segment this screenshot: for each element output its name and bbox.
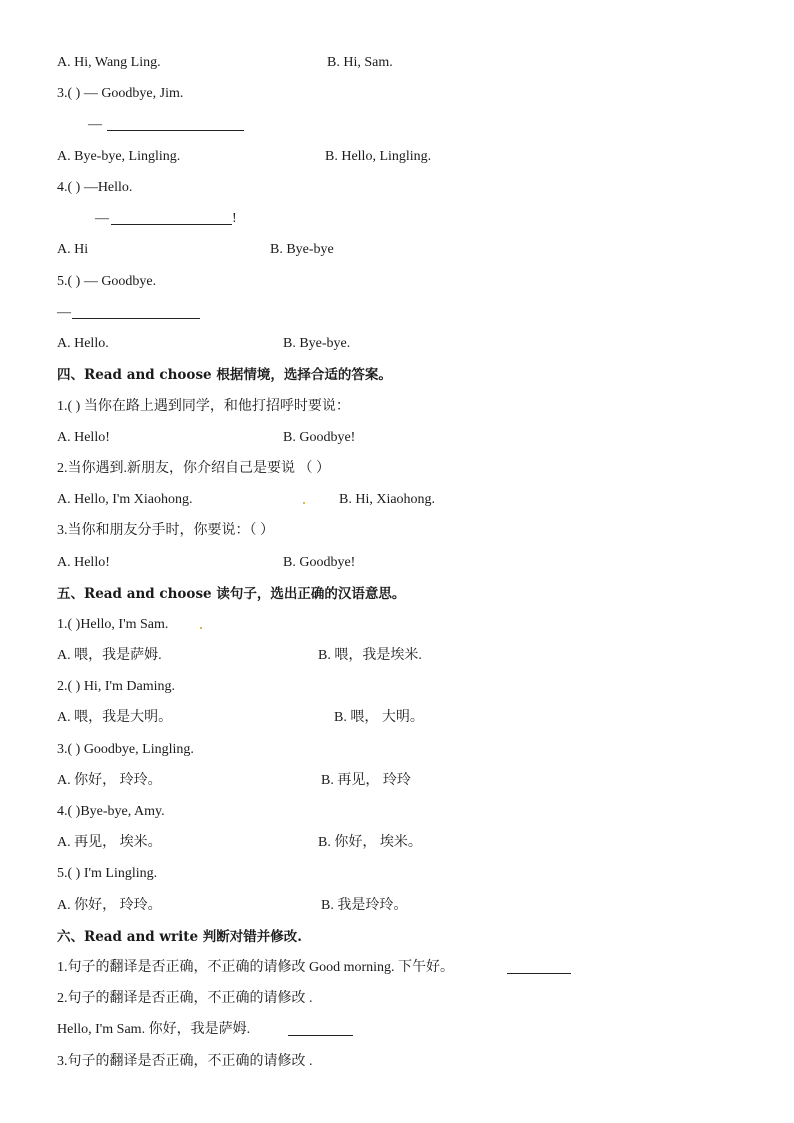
question-text: 2.当你遇到.新朋友，你介绍自己是要说 （ ） bbox=[57, 461, 330, 476]
s5-q2-stem bbox=[0, 677, 794, 697]
s5-q5-options bbox=[0, 896, 794, 916]
s3-q3-stem bbox=[0, 84, 794, 104]
heading-text: 六、Read and write 判断对错并修改. bbox=[57, 929, 302, 945]
s3-q4-stem bbox=[0, 178, 794, 198]
option-a: A. Hello! bbox=[57, 430, 110, 445]
option-b: B. Hi, Xiaohong. bbox=[339, 492, 436, 507]
dash: — bbox=[95, 211, 109, 226]
option-b: B. Goodbye! bbox=[283, 555, 356, 570]
question-text: 3.( ) Goodbye, Lingling. bbox=[57, 742, 194, 757]
s4-q1-options bbox=[0, 428, 794, 448]
option-b: B. Bye-bye. bbox=[283, 336, 351, 351]
s5-q3-options bbox=[0, 771, 794, 791]
question-text: 1.句子的翻译是否正确，不正确的请修改 Good morning. 下午好。 bbox=[57, 960, 455, 975]
section-6-heading bbox=[0, 927, 794, 947]
heading-text: 四、Read and choose 根据情境，选择合适的答案。 bbox=[57, 367, 392, 383]
question-text: 1.( )Hello, I'm Sam. bbox=[57, 617, 169, 632]
s3-q3-options bbox=[0, 147, 794, 167]
option-b: B. 你好， 埃米。 bbox=[318, 835, 422, 850]
question-text: 5.( ) — Goodbye. bbox=[57, 274, 157, 289]
option-a: A. Bye-bye, Lingling. bbox=[57, 149, 181, 164]
dash: — bbox=[88, 117, 102, 132]
option-a: A. Hello! bbox=[57, 555, 110, 570]
s5-q1-stem bbox=[0, 615, 794, 635]
s5-q3-stem bbox=[0, 740, 794, 760]
option-b: B. Hello, Lingling. bbox=[325, 149, 432, 164]
s3-q3-answer-line bbox=[0, 115, 794, 135]
stray-dot bbox=[303, 502, 305, 504]
s6-q3 bbox=[0, 1052, 794, 1072]
s4-q3-options bbox=[0, 553, 794, 573]
s4-q3-stem bbox=[0, 521, 794, 541]
option-b: B. 再见， 玲玲 bbox=[321, 773, 411, 788]
s3-q5-answer-line bbox=[0, 303, 794, 323]
question-text: 2.句子的翻译是否正确，不正确的请修改 . bbox=[57, 991, 313, 1006]
s5-q4-stem bbox=[0, 802, 794, 822]
answer-blank[interactable] bbox=[288, 1035, 353, 1036]
question-text: 5.( ) I'm Lingling. bbox=[57, 866, 158, 881]
question-text: 3.当你和朋友分手时，你要说：（ ） bbox=[57, 523, 274, 538]
option-a: A. 你好， 玲玲。 bbox=[57, 898, 162, 913]
option-b: B. Goodbye! bbox=[283, 430, 356, 445]
option-a: A. Hello, I'm Xiaohong. bbox=[57, 492, 193, 507]
option-a: A. Hi, Wang Ling. bbox=[57, 55, 161, 70]
s5-q2-options bbox=[0, 708, 794, 728]
heading-text: 五、Read and choose 读句子，选出正确的汉语意思。 bbox=[57, 586, 406, 602]
section-5-heading bbox=[0, 584, 794, 604]
question-text: 2.( ) Hi, I'm Daming. bbox=[57, 679, 176, 694]
dash: — bbox=[57, 305, 71, 320]
s4-q2-stem bbox=[0, 459, 794, 479]
question-text: 3.( ) — Goodbye, Jim. bbox=[57, 86, 184, 101]
sentence-text: Hello, I'm Sam. 你好，我是萨姆. bbox=[57, 1022, 251, 1037]
s6-q1 bbox=[0, 958, 794, 978]
question-text: 3.句子的翻译是否正确，不正确的请修改 . bbox=[57, 1054, 313, 1069]
option-b: B. Hi, Sam. bbox=[327, 55, 393, 70]
answer-blank[interactable] bbox=[72, 318, 200, 319]
s5-q1-options bbox=[0, 646, 794, 666]
option-a: A. 你好， 玲玲。 bbox=[57, 773, 162, 788]
s3-q2-options bbox=[0, 53, 794, 73]
s3-q4-answer-line bbox=[0, 209, 794, 229]
option-b: B. 我是玲玲。 bbox=[321, 898, 408, 913]
option-a: A. 喂，我是大明。 bbox=[57, 710, 173, 725]
section-4-heading bbox=[0, 365, 794, 385]
option-b: B. 喂， 大明。 bbox=[334, 710, 424, 725]
question-text: 1.( ) 当你在路上遇到同学，和他打招呼时要说： bbox=[57, 399, 350, 414]
s4-q1-stem bbox=[0, 397, 794, 417]
exclamation: ! bbox=[232, 211, 237, 226]
answer-blank[interactable] bbox=[507, 973, 571, 974]
answer-blank[interactable] bbox=[107, 130, 244, 131]
s3-q5-stem bbox=[0, 272, 794, 292]
s6-q2-sentence bbox=[0, 1020, 794, 1040]
s5-q4-options bbox=[0, 833, 794, 853]
option-a: A. Hello. bbox=[57, 336, 109, 351]
s4-q2-options bbox=[0, 490, 794, 510]
option-b: B. Bye-bye bbox=[270, 242, 334, 257]
s6-q2 bbox=[0, 989, 794, 1009]
question-text: 4.( )Bye-bye, Amy. bbox=[57, 804, 165, 819]
stray-dot bbox=[200, 627, 202, 629]
option-a: A. Hi bbox=[57, 242, 89, 257]
question-text: 4.( ) —Hello. bbox=[57, 180, 133, 195]
s3-q4-options bbox=[0, 240, 794, 260]
s5-q5-stem bbox=[0, 864, 794, 884]
option-a: A. 再见， 埃米。 bbox=[57, 835, 162, 850]
option-b: B. 喂，我是埃米. bbox=[318, 648, 422, 663]
answer-blank[interactable] bbox=[111, 224, 232, 225]
option-a: A. 喂，我是萨姆. bbox=[57, 648, 162, 663]
s3-q5-options bbox=[0, 334, 794, 354]
